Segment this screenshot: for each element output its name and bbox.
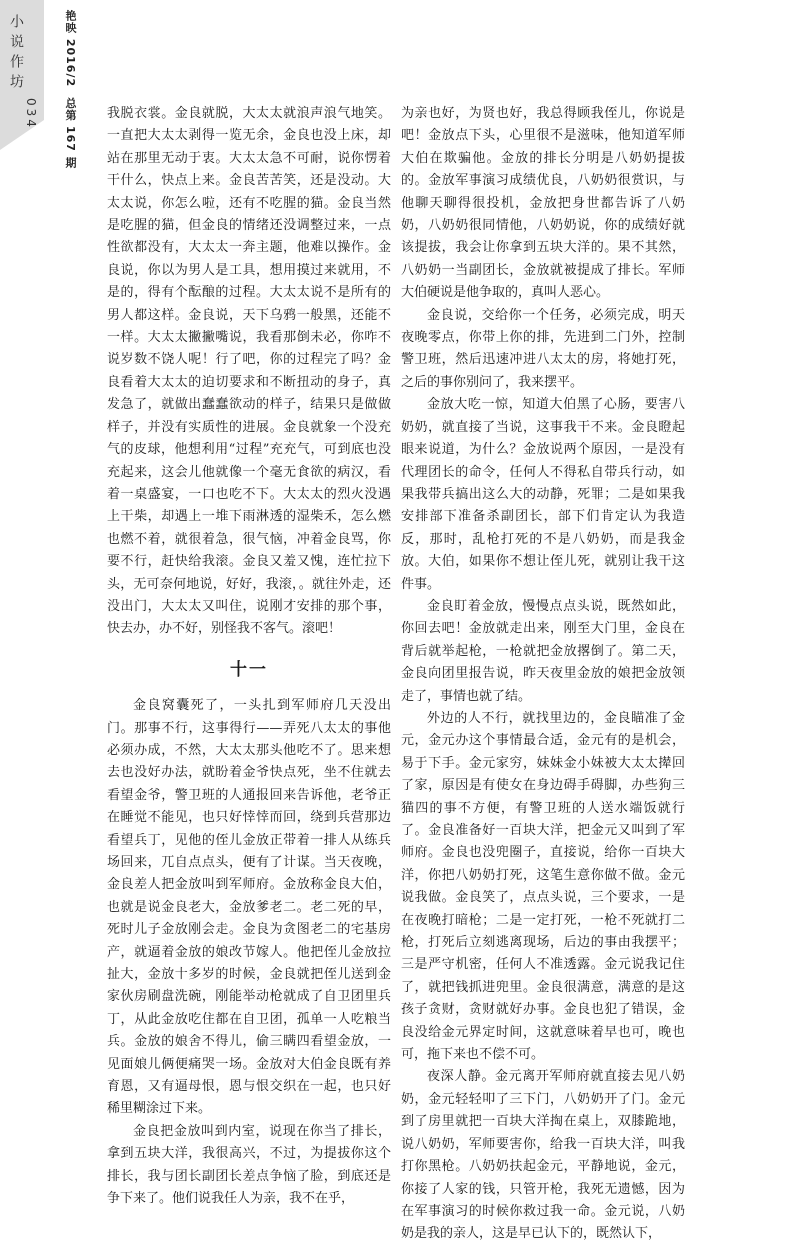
paragraph: 金良盯着金放，慢慢点点头说，既然如此，你回去吧！金放就走出来，刚至大门里，金良在背后就举起枪，一枪就把金放撂倒了。第二天，金良向团里报告说，昨天夜里金放的娘把金放领走了，事情也就了结。 xyxy=(401,598,685,704)
paragraph: 为亲也好，为贤也好，我总得顾我侄儿，你说是吧！金放点下头，心里很不是滋味，他知道军师大伯在欺骗他。金放的排长分明是八奶奶提拔的。金放军事演习成绩优良，八奶奶很赏识，与他聊天聊得很投机，金放把身世都告诉了八奶奶，八奶奶很同情他，八奶奶说，你的成绩好就该提拔，我会让你拿到五块大洋的。果不其然，八奶奶一当副团长，金放就被提成了排长。军师大伯硬说是他争取的，真叫人恶心。 xyxy=(401,106,685,301)
issue-label: 艳映 2016/2 xyxy=(64,10,77,88)
chapter-number: 十一 xyxy=(230,659,268,680)
paragraph: 金良窝囊死了，一头扎到军师府几天没出门。那事不行，这事得行——弄死八太太的事他必须办成，不然，大太太那头他吃不了。思来想去也没好办法，就盼着金爷快点死，坐不住就去看望金爷，警卫班的人通报回来告诉他，老爷正在睡觉不能见，也只好悻悻而回，绕到兵营那边看望兵丁，见他的侄儿金放正带着一排人从练兵场回来，兀自点点头，便有了计谋。当天夜晚，金良差人把金放叫到军师府。金放称金良大伯，也就是说金良老大，金放爹老二。老二死的早，死时儿子金放刚会走。金良为贪图老二的宅基房产，就逼着金放的娘改节嫁人。他把侄儿金放拉扯大，金放十多岁的时候，金良就把侄儿送到金家伙房刷盘洗碗，刚能举动枪就成了自卫团里兵丁，从此金放吃住都在自卫团，孤单一人吃粮当兵。金放的娘舍不得儿，偷三瞒四看望金放，一见面娘儿俩便痛哭一场。金放对大伯金良既有养育恩，又有逼母恨，恩与恨交织在一起，也只好稀里糊涂过下来。 xyxy=(107,698,391,1117)
chapter-heading xyxy=(107,659,391,681)
paragraph: 金良把金放叫到内室，说现在你当了排长，拿到五块大洋，我很高兴，不过，为提拔你这个排长，我与团长副团长差点争恼了脸，到底还是争下来了。他们说我任人为亲，我不在乎， xyxy=(107,1123,391,1207)
paragraph: 我脱衣裳。金良就脱，大太太就浪声浪气地笑。一直把大太太剥得一览无余，金良也没上床，却站在那里无动于衷。大太太急不可耐，说你愣着干什么，快点上来。金良苦苦笑，还是没动。大太太说，你怎么啦，还有不吃腥的猫。金良当然是吃腥的猫，但金良的情绪还没调整过来，一点性欲都没有，大太太一奔主题，他难以操作。金良说，你以为男人是工具，想用摸过来就用，不是的，得有个酝酿的过程。大太太说不是所有的男人都这样。金良说，天下乌鸦一般黑，还能不一样。大太太撇撇嘴说，我看那倒未必，你咋不说岁数不饶人呢！行了吧，你的过程完了吗？金良看着大太太的迫切要求和不断扭动的身子，真发急了，就做出蠢蠢欲动的样子，结果只是做做样子，并没有实质性的进展。金良就象一个没充气的皮球，他想利用“过程”充充气，可到底也没充起来，这会儿他就像一个毫无食欲的病汉，看着一桌盛宴，一口也吃不下。大太太的烈火没遇上干柴，却遇上一堆下雨淋透的湿柴禾，怎么燃也燃不着，就很着急，很气恼，冲着金良骂，你要不行，赶快给我滚。金良又羞又愧，连忙拉下头，无可奈何地说，好好，我滚，。就往外走，还没出门，大太太又叫住，说刚才安排的那个事，快去办，办不好，别怪我不客气。滚吧！ xyxy=(107,106,391,637)
total-issue-label: 总第 167 期 xyxy=(64,97,77,169)
paragraph: 夜深人静。金元离开军师府就直接去见八奶奶，金元轻轻叩了三下门，八奶奶开了门。金元到了房里就把一百块大洋掏在桌上，双膝跪地，说八奶奶，军师要害你，给我一百块大洋，叫我打你黑枪。八奶奶扶起金元，平静地说，金元，你接了人家的钱，只管开枪，我死无遗憾，因为在军事演习的时候你救过我一命。金元说，八奶奶是我的亲人，这是早已认下的，既然认下， xyxy=(401,1069,685,1242)
page-number: 034 xyxy=(24,98,38,130)
issue-masthead xyxy=(62,10,78,169)
paragraph: 金放大吃一惊，知道大伯黑了心肠，要害八奶奶，就直接了当说，这事我干不来。金良瞪起眼来说道，为什么？金放说两个原因，一是没有代理团长的命令，任何人不得私自带兵行动，如果我带兵搞出这么大的动静，死罪；二是如果我安排部下准备杀副团长，部下们肯定认为我造反，那时，乱枪打死的不是八奶奶，而是我金放。大伯，如果你不想让侄儿死，就别让我干这件事。 xyxy=(401,397,685,592)
left-column xyxy=(107,103,391,1211)
paragraph: 金良说，交给你一个任务，必须完成，明天夜晚零点，你带上你的排，先进到二门外，控制警卫班，然后迅速冲进八太太的房，将她打死，之后的事你别问了，我来摆平。 xyxy=(401,307,685,390)
paragraph: 外边的人不行，就找里边的，金良瞄准了金元，金元办这个事情最合适，金元有的是机会，易于下手。金元家穷，妹妹金小妹被大太太撵回了家，原因是有使女在身边碍手碍脚，办些狗三猫四的事不方便，有警卫班的人送水端饭就行了。金良准备好一百块大洋，把金元又叫到了军师府。金良也没兜圈子，直接说，给你一百块大洋，你把八奶奶打死，这笔生意你做不做。金元说我做。金良笑了，点点头说，三个要求，一是在夜晚打暗枪；二是一定打死，一枪不死就打二枪，打死后立刻逃离现场，后边的事由我摆平；三是严守机密，任何人不准透露。金元说我记住了，就把钱抓进兜里。金良很满意，满意的是这孩子贪财，贪财就好办事。金良也犯了错误，金良没给金元界定时间，这就意味着早也可，晚也可，拖下来也不偿不可。 xyxy=(401,710,685,1063)
section-title: 小说作坊 xyxy=(8,14,24,94)
right-column xyxy=(401,103,685,1246)
